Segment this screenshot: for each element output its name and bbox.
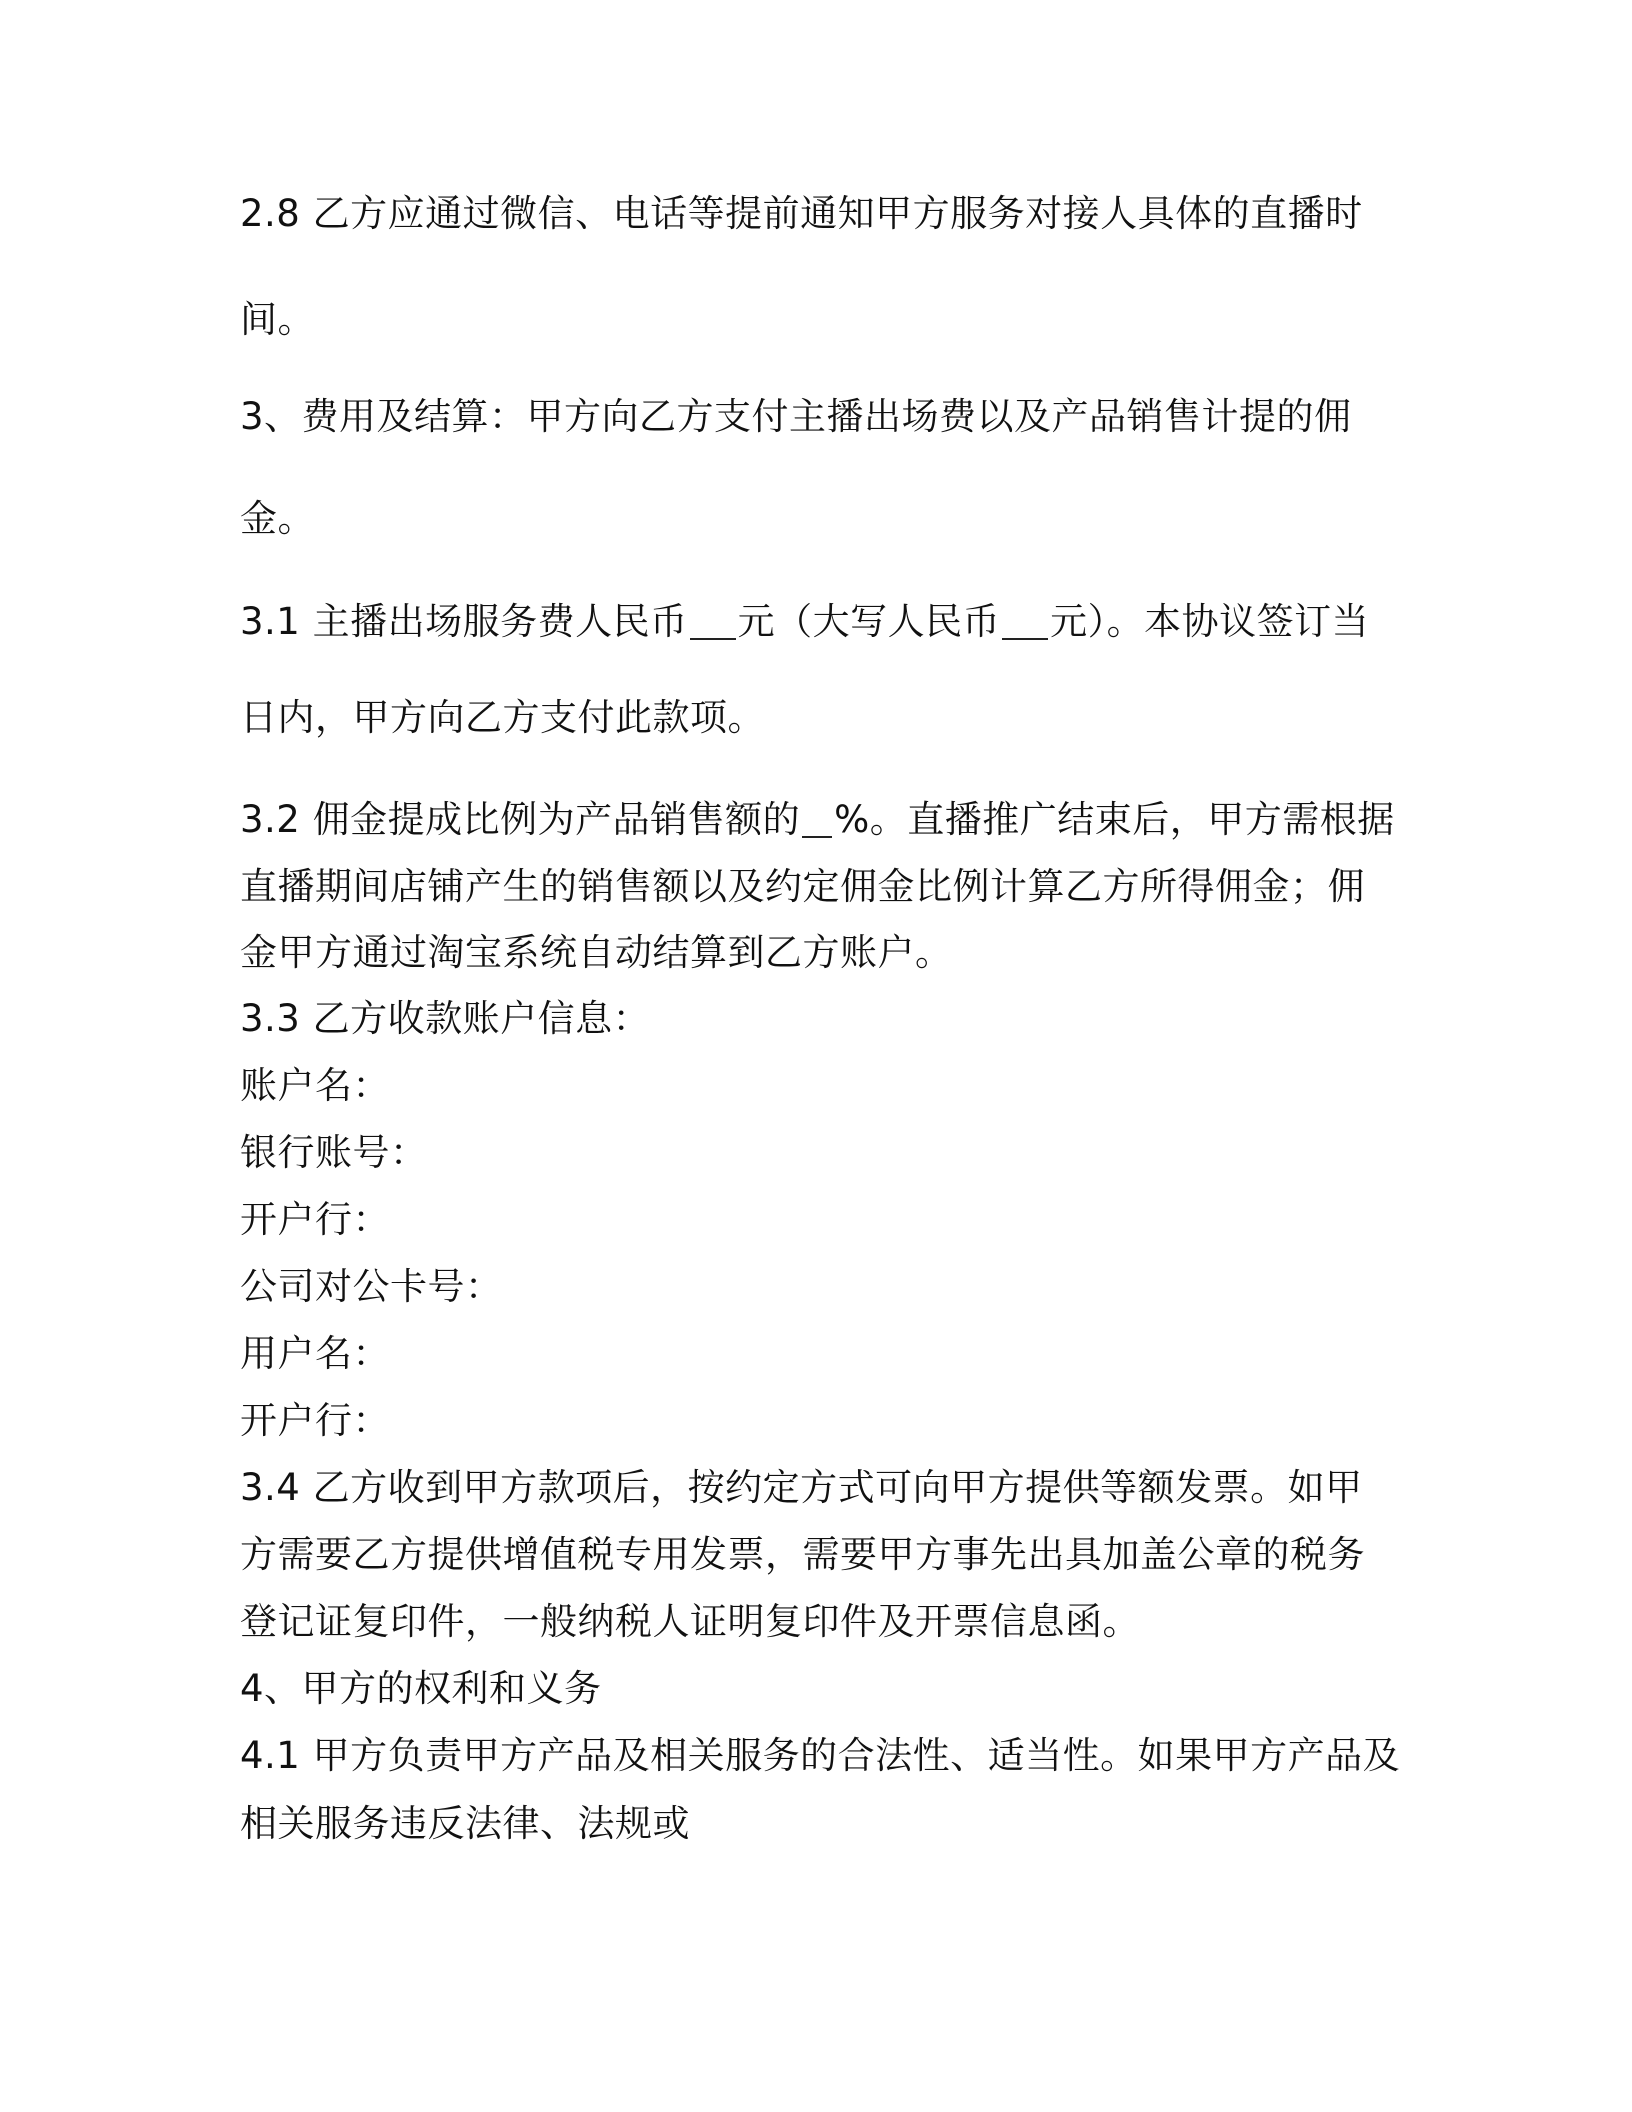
clause-4-1-line-1: 4.1 甲方负责甲方产品及相关服务的合法性、适当性。如果甲方产品及	[240, 1734, 1401, 1777]
user-name-label: 用户名：	[240, 1332, 390, 1375]
section-3-heading-line-1: 3、费用及结算：甲方向乙方支付主播出场费以及产品销售计提的佣	[240, 395, 1352, 438]
section-4-heading: 4、甲方的权利和义务	[240, 1667, 602, 1710]
clause-3-4-line-1: 3.4 乙方收到甲方款项后，按约定方式可向甲方提供等额发票。如甲	[240, 1466, 1363, 1509]
opening-bank-label-2: 开户行：	[240, 1399, 390, 1442]
clause-3-2-line-3: 金甲方通过淘宝系统自动结算到乙方账户。	[240, 931, 953, 974]
clause-3-1-line-1	[240, 598, 1369, 646]
clause-3-1-line-2: 日内，甲方向乙方支付此款项。	[240, 696, 765, 739]
company-card-label: 公司对公卡号：	[240, 1265, 503, 1308]
clause-2-8-line-1: 2.8 乙方应通过微信、电话等提前通知甲方服务对接人具体的直播时	[240, 192, 1363, 235]
clause-4-1-line-2: 相关服务违反法律、法规或	[240, 1802, 690, 1845]
clause-3-2-text-a: 3.2 佣金提成比例为产品销售额的	[240, 798, 801, 841]
clause-3-2-line-2: 直播期间店铺产生的销售额以及约定佣金比例计算乙方所得佣金；佣	[240, 865, 1365, 908]
commission-rate-blank	[802, 796, 832, 838]
clause-2-8-line-2: 间。	[240, 298, 315, 341]
clause-3-3-heading: 3.3 乙方收款账户信息：	[240, 997, 651, 1040]
clause-3-1-text-c: 元）。本协议签订当	[1050, 600, 1370, 643]
bank-account-label: 银行账号：	[240, 1131, 428, 1174]
clause-3-4-line-2: 方需要乙方提供增值税专用发票，需要甲方事先出具加盖公章的税务	[240, 1533, 1365, 1576]
fee-amount-uppercase-blank	[1002, 598, 1048, 640]
opening-bank-label: 开户行：	[240, 1198, 390, 1241]
section-3-heading-line-2: 金。	[240, 497, 315, 540]
account-name-label: 账户名：	[240, 1064, 390, 1107]
fee-amount-blank	[690, 598, 736, 640]
clause-3-4-line-3: 登记证复印件，一般纳税人证明复印件及开票信息函。	[240, 1600, 1140, 1643]
clause-3-2-line-1	[240, 796, 1395, 844]
clause-3-1-text-a: 3.1 主播出场服务费人民币	[240, 600, 688, 643]
clause-3-1-text-b: 元（大写人民币	[737, 600, 1001, 643]
clause-3-2-text-b: %。直播推广结束后，甲方需根据	[834, 798, 1395, 841]
